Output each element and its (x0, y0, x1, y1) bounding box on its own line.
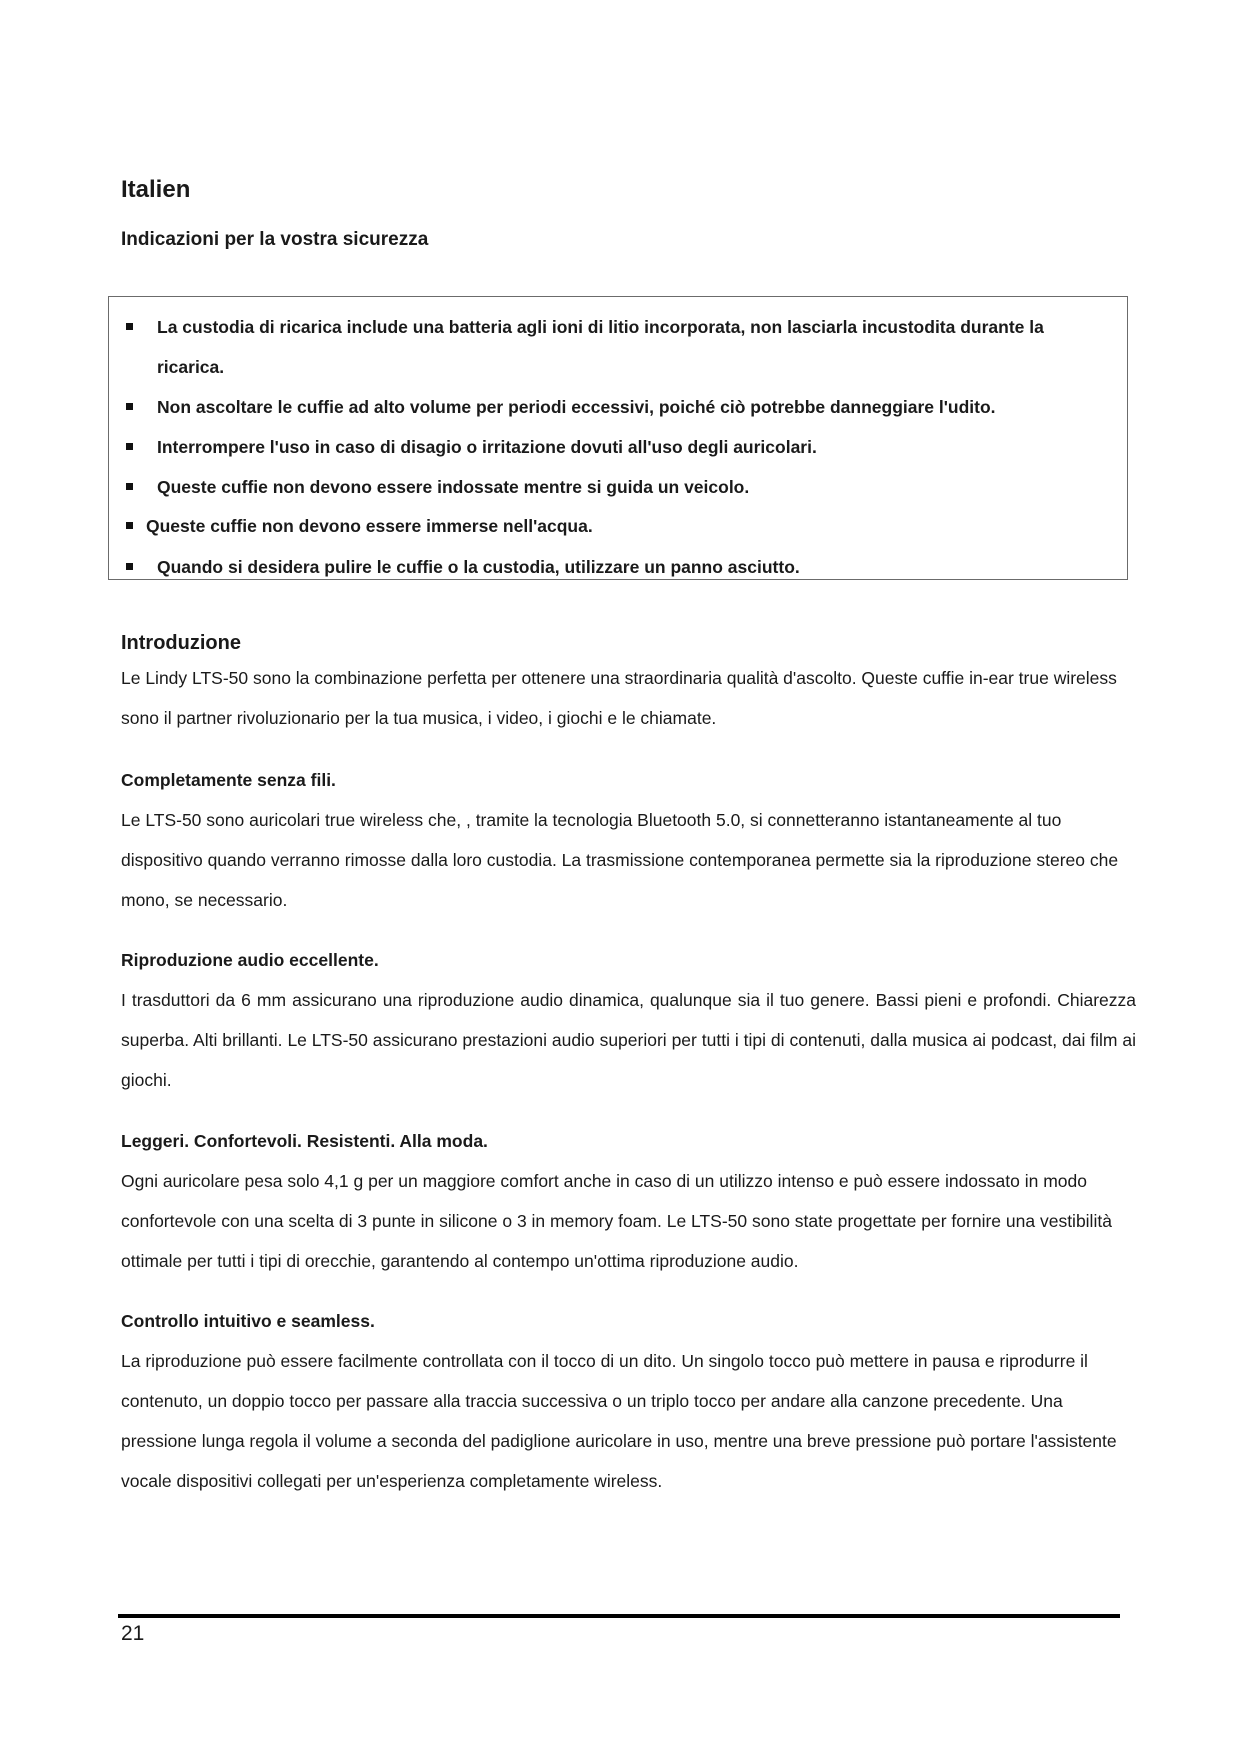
safety-item-text: Queste cuffie non devono essere immerse nell'acqua. (146, 516, 593, 536)
safety-item-text: La custodia di ricarica include una batteria agli ioni di litio incorporata, non lasciarla incustodita durante la ricarica. (157, 317, 1044, 377)
square-bullet-icon (126, 323, 133, 330)
section-body: I trasduttori da 6 mm assicurano una riproduzione audio dinamica, qualunque sia il tuo genere. Bassi pieni e profondi. Chiarezza superba. Alti brillanti. Le LTS-50 assicurano prestazioni audio superiori per tutti i tipi di contenuti, dalla musica ai podcast, dai film ai giochi. (121, 990, 1136, 1090)
square-bullet-icon (126, 522, 133, 529)
safety-item-text: Queste cuffie non devono essere indossate mentre si guida un veicolo. (157, 477, 750, 497)
section-title: Controllo intuitivo e seamless. (121, 1311, 375, 1331)
section-title: Riproduzione audio eccellente. (121, 950, 379, 970)
section-body: Le LTS-50 sono auricolari true wireless che, , tramite la tecnologia Bluetooth 5.0, si connetteranno istantaneamente al tuo dispositivo quando verranno rimosse dalla loro custodia. La trasmissione contemporanea permette sia la riproduzione stereo che mono, se necessario. (121, 810, 1119, 910)
section-title: Completamente senza fili. (121, 770, 336, 790)
page-number: 21 (121, 1622, 145, 1645)
square-bullet-icon (126, 443, 133, 450)
section-audio (121, 940, 1136, 1100)
safety-item-text: Quando si desidera pulire le cuffie o la custodia, utilizzare un panno asciutto. (157, 557, 800, 577)
square-bullet-icon (126, 563, 133, 570)
section-title: Introduzione (121, 632, 241, 654)
section-title: Leggeri. Confortevoli. Resistenti. Alla moda. (121, 1131, 488, 1151)
section-body: Le Lindy LTS-50 sono la combinazione perfetta per ottenere una straordinaria qualità d'ascolto. Queste cuffie in-ear true wireless sono il partner rivoluzionario per la tua musica, i video, i giochi e le chiamate. (121, 668, 1117, 728)
page-heading-language: Italien (121, 176, 191, 203)
safety-item (109, 307, 1119, 387)
safety-item-text: Non ascoltare le cuffie ad alto volume per periodi eccessivi, poiché ciò potrebbe danneggiare l'udito. (157, 397, 996, 417)
footer-divider (118, 1614, 1120, 1618)
section-introduction (121, 628, 1136, 738)
section-comfort (121, 1121, 1136, 1281)
safety-heading: Indicazioni per la vostra sicurezza (121, 229, 429, 250)
safety-instructions-box (108, 296, 1128, 580)
square-bullet-icon (126, 403, 133, 410)
square-bullet-icon (126, 483, 133, 490)
section-wireless (121, 760, 1136, 920)
section-control (121, 1301, 1136, 1501)
section-body: Ogni auricolare pesa solo 4,1 g per un maggiore comfort anche in caso di un utilizzo intenso e può essere indossato in modo confortevole con una scelta di 3 punte in silicone o 3 in memory foam. Le LTS-50 sono state progettate per fornire una vestibilità ottimale per tutti i tipi di orecchie, garantendo al contempo un'ottima riproduzione audio. (121, 1171, 1112, 1271)
section-body: La riproduzione può essere facilmente controllata con il tocco di un dito. Un singolo tocco può mettere in pausa e riprodurre il contenuto, un doppio tocco per passare alla traccia successiva o un triplo tocco per andare alla canzone precedente. Una pressione lunga regola il volume a seconda del padiglione auricolare in uso, mentre una breve pressione può portare l'assistente vocale dispositivi collegati per un'esperienza completamente wireless. (121, 1351, 1117, 1491)
safety-item-text: Interrompere l'uso in caso di disagio o irritazione dovuti all'uso degli auricolari. (157, 437, 817, 457)
